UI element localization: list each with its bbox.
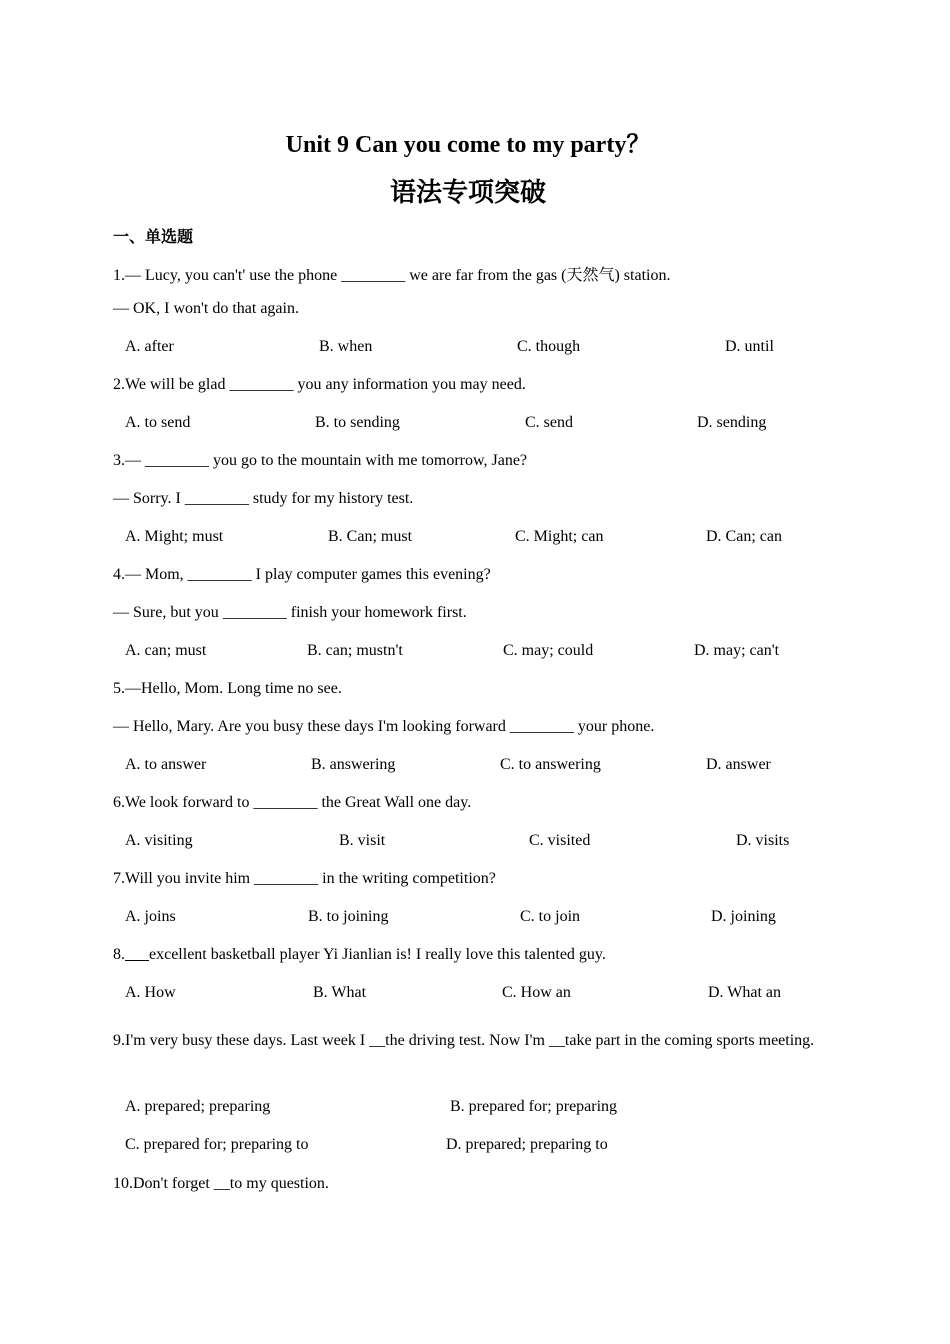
question-8-option-a: A. How: [125, 984, 176, 1001]
question-6-stem: 6.We look forward to ________ the Great Wall one day.: [113, 794, 472, 811]
question-9-stem: 9.I'm very busy these days. Last week I __the driving test. Now I'm __take part in the coming sports meeting.: [113, 1032, 815, 1049]
question-4-option-a: A. can; must: [125, 642, 207, 659]
question-10-stem: 10.Don't forget __to my question.: [113, 1175, 329, 1192]
question-8-stem: [113, 946, 606, 964]
question-6-option-a: A. visiting: [125, 832, 193, 849]
question-6-option-d: D. visits: [736, 832, 790, 849]
question-6-option-b: B. visit: [339, 832, 386, 849]
question-3-stem: 3.— ________ you go to the mountain with me tomorrow, Jane?: [113, 452, 528, 469]
question-3-response: — Sorry. I ________ study for my history test.: [113, 490, 414, 507]
question-2-option-d: D. sending: [697, 414, 767, 431]
question-8-option-d: D. What an: [708, 984, 782, 1001]
question-1-response: — OK, I won't do that again.: [113, 300, 299, 317]
question-1-option-b: B. when: [319, 338, 373, 355]
question-7-option-b: B. to joining: [308, 908, 389, 925]
question-4-stem: 4.— Mom, ________ I play computer games this evening?: [113, 566, 491, 583]
question-7-option-c: C. to join: [520, 908, 581, 925]
question-5-option-a: A. to answer: [125, 756, 207, 773]
page-title: Unit 9 Can you come to my party？: [285, 132, 651, 158]
question-5-option-d: D. answer: [706, 756, 771, 773]
question-7-option-a: A. joins: [125, 908, 176, 925]
section-heading: 一、单选题: [113, 227, 194, 246]
question-9-option-c: C. prepared for; preparing to: [125, 1136, 309, 1153]
question-2-option-a: A. to send: [125, 414, 191, 431]
question-3-option-a: A. Might; must: [125, 528, 224, 545]
question-9-option-a: A. prepared; preparing: [125, 1098, 271, 1115]
question-1-option-c: C. though: [517, 338, 581, 355]
question-2-stem: 2.We will be glad ________ you any information you may need.: [113, 376, 526, 393]
question-4-option-b: B. can; mustn't: [307, 642, 403, 659]
question-3-option-d: D. Can; can: [706, 528, 782, 545]
question-5-option-b: B. answering: [311, 756, 396, 773]
question-5-option-c: C. to answering: [500, 756, 601, 773]
question-3-option-c: C. Might; can: [515, 528, 604, 545]
question-9-option-b: B. prepared for; preparing: [450, 1098, 618, 1115]
question-2-option-b: B. to sending: [315, 414, 400, 431]
question-3-option-b: B. Can; must: [328, 528, 413, 545]
question-5-stem: 5.—Hello, Mom. Long time no see.: [113, 680, 342, 697]
question-8-text: excellent basketball player Yi Jianlian is! I really love this talented guy.: [149, 946, 606, 963]
question-1-stem: 1.— Lucy, you can't' use the phone ________ we are far from the gas (天然气) station.: [113, 267, 671, 284]
question-8-blank: [125, 946, 149, 963]
question-6-option-c: C. visited: [529, 832, 591, 849]
question-8-number: 8.: [113, 946, 125, 963]
question-8-option-b: B. What: [313, 984, 367, 1001]
question-2-option-c: C. send: [525, 414, 573, 431]
question-9-option-d: D. prepared; preparing to: [446, 1136, 608, 1153]
question-5-response: — Hello, Mary. Are you busy these days I'm looking forward ________ your phone.: [113, 718, 655, 735]
question-1-option-a: A. after: [125, 338, 174, 355]
question-7-stem: 7.Will you invite him ________ in the writing competition?: [113, 870, 496, 887]
question-4-option-c: C. may; could: [503, 642, 594, 659]
question-4-option-d: D. may; can't: [694, 642, 780, 659]
question-8-option-c: C. How an: [502, 984, 571, 1001]
question-1-option-d: D. until: [725, 338, 774, 355]
question-7-option-d: D. joining: [711, 908, 776, 925]
question-4-response: — Sure, but you ________ finish your homework first.: [113, 604, 467, 621]
page-subtitle: 语法专项突破: [389, 178, 546, 208]
